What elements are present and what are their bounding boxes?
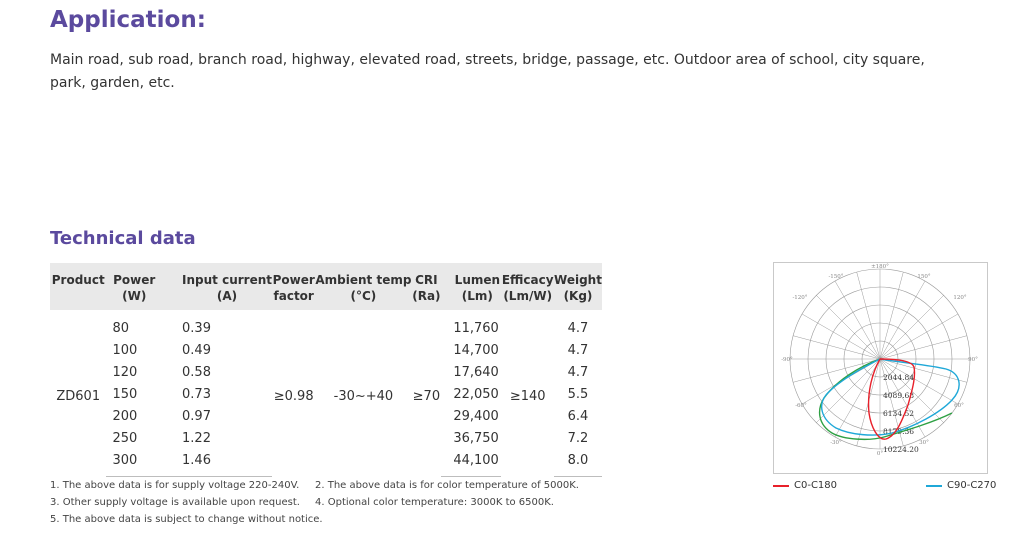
note-4: 4. Optional color temperature: 3000K to 6500K. [315, 497, 554, 508]
ambient-temp-cell: -30~+40 [333, 389, 394, 405]
lumen-cell: 22,050 [453, 386, 499, 402]
polar-angle-label: 150° [917, 274, 931, 280]
polar-light-distribution-diagram [773, 262, 988, 474]
polar-angle-label: 120° [953, 295, 967, 301]
polar-angle-label: ±180° [871, 264, 889, 270]
polar-radial-line [816, 295, 880, 359]
legend-c0-c180-swatch [773, 485, 789, 487]
legend-c90-c270-label: C90-C270 [947, 480, 997, 491]
polar-angle-label: -90° [781, 357, 793, 363]
header-cri: CRI (Ra) [412, 273, 441, 303]
lumen-cell: 36,750 [453, 430, 499, 446]
polar-ring-label: 2044.84 [883, 373, 915, 382]
legend-c0-c180-label: C0-C180 [794, 480, 838, 491]
lumen-cell: 44,100 [441, 449, 501, 477]
technical-data-table [50, 263, 602, 477]
polar-angle-label: 90° [968, 357, 978, 363]
cri-cell: ≥70 [412, 389, 441, 405]
lumen-cell: 14,700 [453, 342, 499, 358]
current-cell: 0.73 [182, 386, 211, 402]
header-weight: Weight (Kg) [554, 273, 602, 303]
note-3: 3. Other supply voltage is available upon request. [50, 497, 300, 508]
polar-angle-label: -60° [795, 403, 807, 409]
table-row [50, 310, 602, 339]
weight-cell: 6.4 [567, 408, 589, 424]
power-cell: 200 [112, 408, 138, 424]
polar-radial-line [802, 314, 880, 359]
lumen-cell: 11,760 [453, 320, 499, 336]
note-1: 1. The above data is for supply voltage 220-240V. [50, 480, 300, 491]
polar-radial-line [793, 336, 880, 359]
polar-angle-label: -120° [792, 295, 808, 301]
polar-radial-line [857, 272, 880, 359]
header-lumen: Lumen (Lm) [454, 273, 501, 303]
polar-radial-line [793, 359, 880, 382]
polar-ring-label: 8179.36 [883, 427, 915, 436]
current-cell: 0.58 [182, 364, 211, 380]
weight-cell: 5.5 [567, 386, 589, 402]
header-input-current: Input current (A) [182, 273, 272, 303]
weight-cell: 4.7 [567, 364, 589, 380]
note-2: 2. The above data is for color temperature of 5000K. [315, 480, 579, 491]
polar-angle-label: 0° [876, 451, 884, 457]
polar-radial-line [880, 314, 958, 359]
polar-angle-label: -30° [830, 440, 842, 446]
polar-radial-line [835, 281, 880, 359]
current-cell: 0.49 [182, 342, 211, 358]
polar-radial-line [816, 359, 880, 423]
polar-diagram-svg [774, 263, 987, 473]
header-product: Product [51, 273, 105, 287]
weight-cell: 4.7 [567, 342, 589, 358]
power-cell: 80 [112, 320, 129, 336]
current-cell: 1.22 [182, 430, 211, 446]
polar-radial-line [880, 272, 903, 359]
product-cell: ZD601 [56, 389, 101, 405]
current-cell: 1.46 [156, 449, 272, 477]
power-factor-cell: ≥0.98 [273, 389, 314, 405]
lumen-cell: 17,640 [453, 364, 499, 380]
power-cell: 100 [112, 342, 138, 358]
header-power: Power (W) [113, 273, 156, 303]
polar-radial-line [880, 295, 944, 359]
polar-angle-label: -150° [828, 274, 844, 280]
weight-cell: 7.2 [567, 430, 589, 446]
efficacy-cell: ≥140 [509, 389, 546, 405]
polar-ring-label: 10224.20 [883, 445, 919, 454]
header-power-factor: Power factor [272, 273, 315, 303]
power-cell: 120 [112, 364, 138, 380]
lumen-cell: 29,400 [453, 408, 499, 424]
current-cell: 0.39 [182, 320, 211, 336]
legend-c0-c180 [773, 480, 837, 491]
current-cell: 0.97 [182, 408, 211, 424]
technical-data-title: Technical data [50, 228, 196, 249]
legend-c90-c270 [926, 480, 996, 491]
application-text: Main road, sub road, branch road, highway, elevated road, streets, bridge, passage, etc. Outdoor area of school, city square, park, garden, etc. [50, 52, 925, 91]
legend-c90-c270-swatch [926, 485, 942, 487]
polar-radial-line [880, 336, 967, 359]
application-title: Application: [50, 7, 206, 33]
weight-cell: 8.0 [554, 449, 602, 477]
power-cell: 250 [112, 430, 138, 446]
power-cell: 150 [112, 386, 138, 402]
polar-angle-label: 30° [919, 440, 929, 446]
power-cell: 300 [106, 449, 156, 477]
weight-cell: 4.7 [567, 320, 589, 336]
header-efficacy: Efficacy (Lm/W) [501, 273, 554, 303]
polar-ring-label: 6134.52 [883, 409, 915, 418]
note-5: 5. The above data is subject to change without notice. [50, 514, 323, 525]
table-header-row [50, 263, 602, 310]
polar-radial-line [880, 281, 925, 359]
header-ambient-temp: Ambient temp (°C) [315, 273, 412, 303]
polar-ring-label: 4089.68 [883, 391, 915, 400]
polar-angle-label: 60° [954, 403, 964, 409]
